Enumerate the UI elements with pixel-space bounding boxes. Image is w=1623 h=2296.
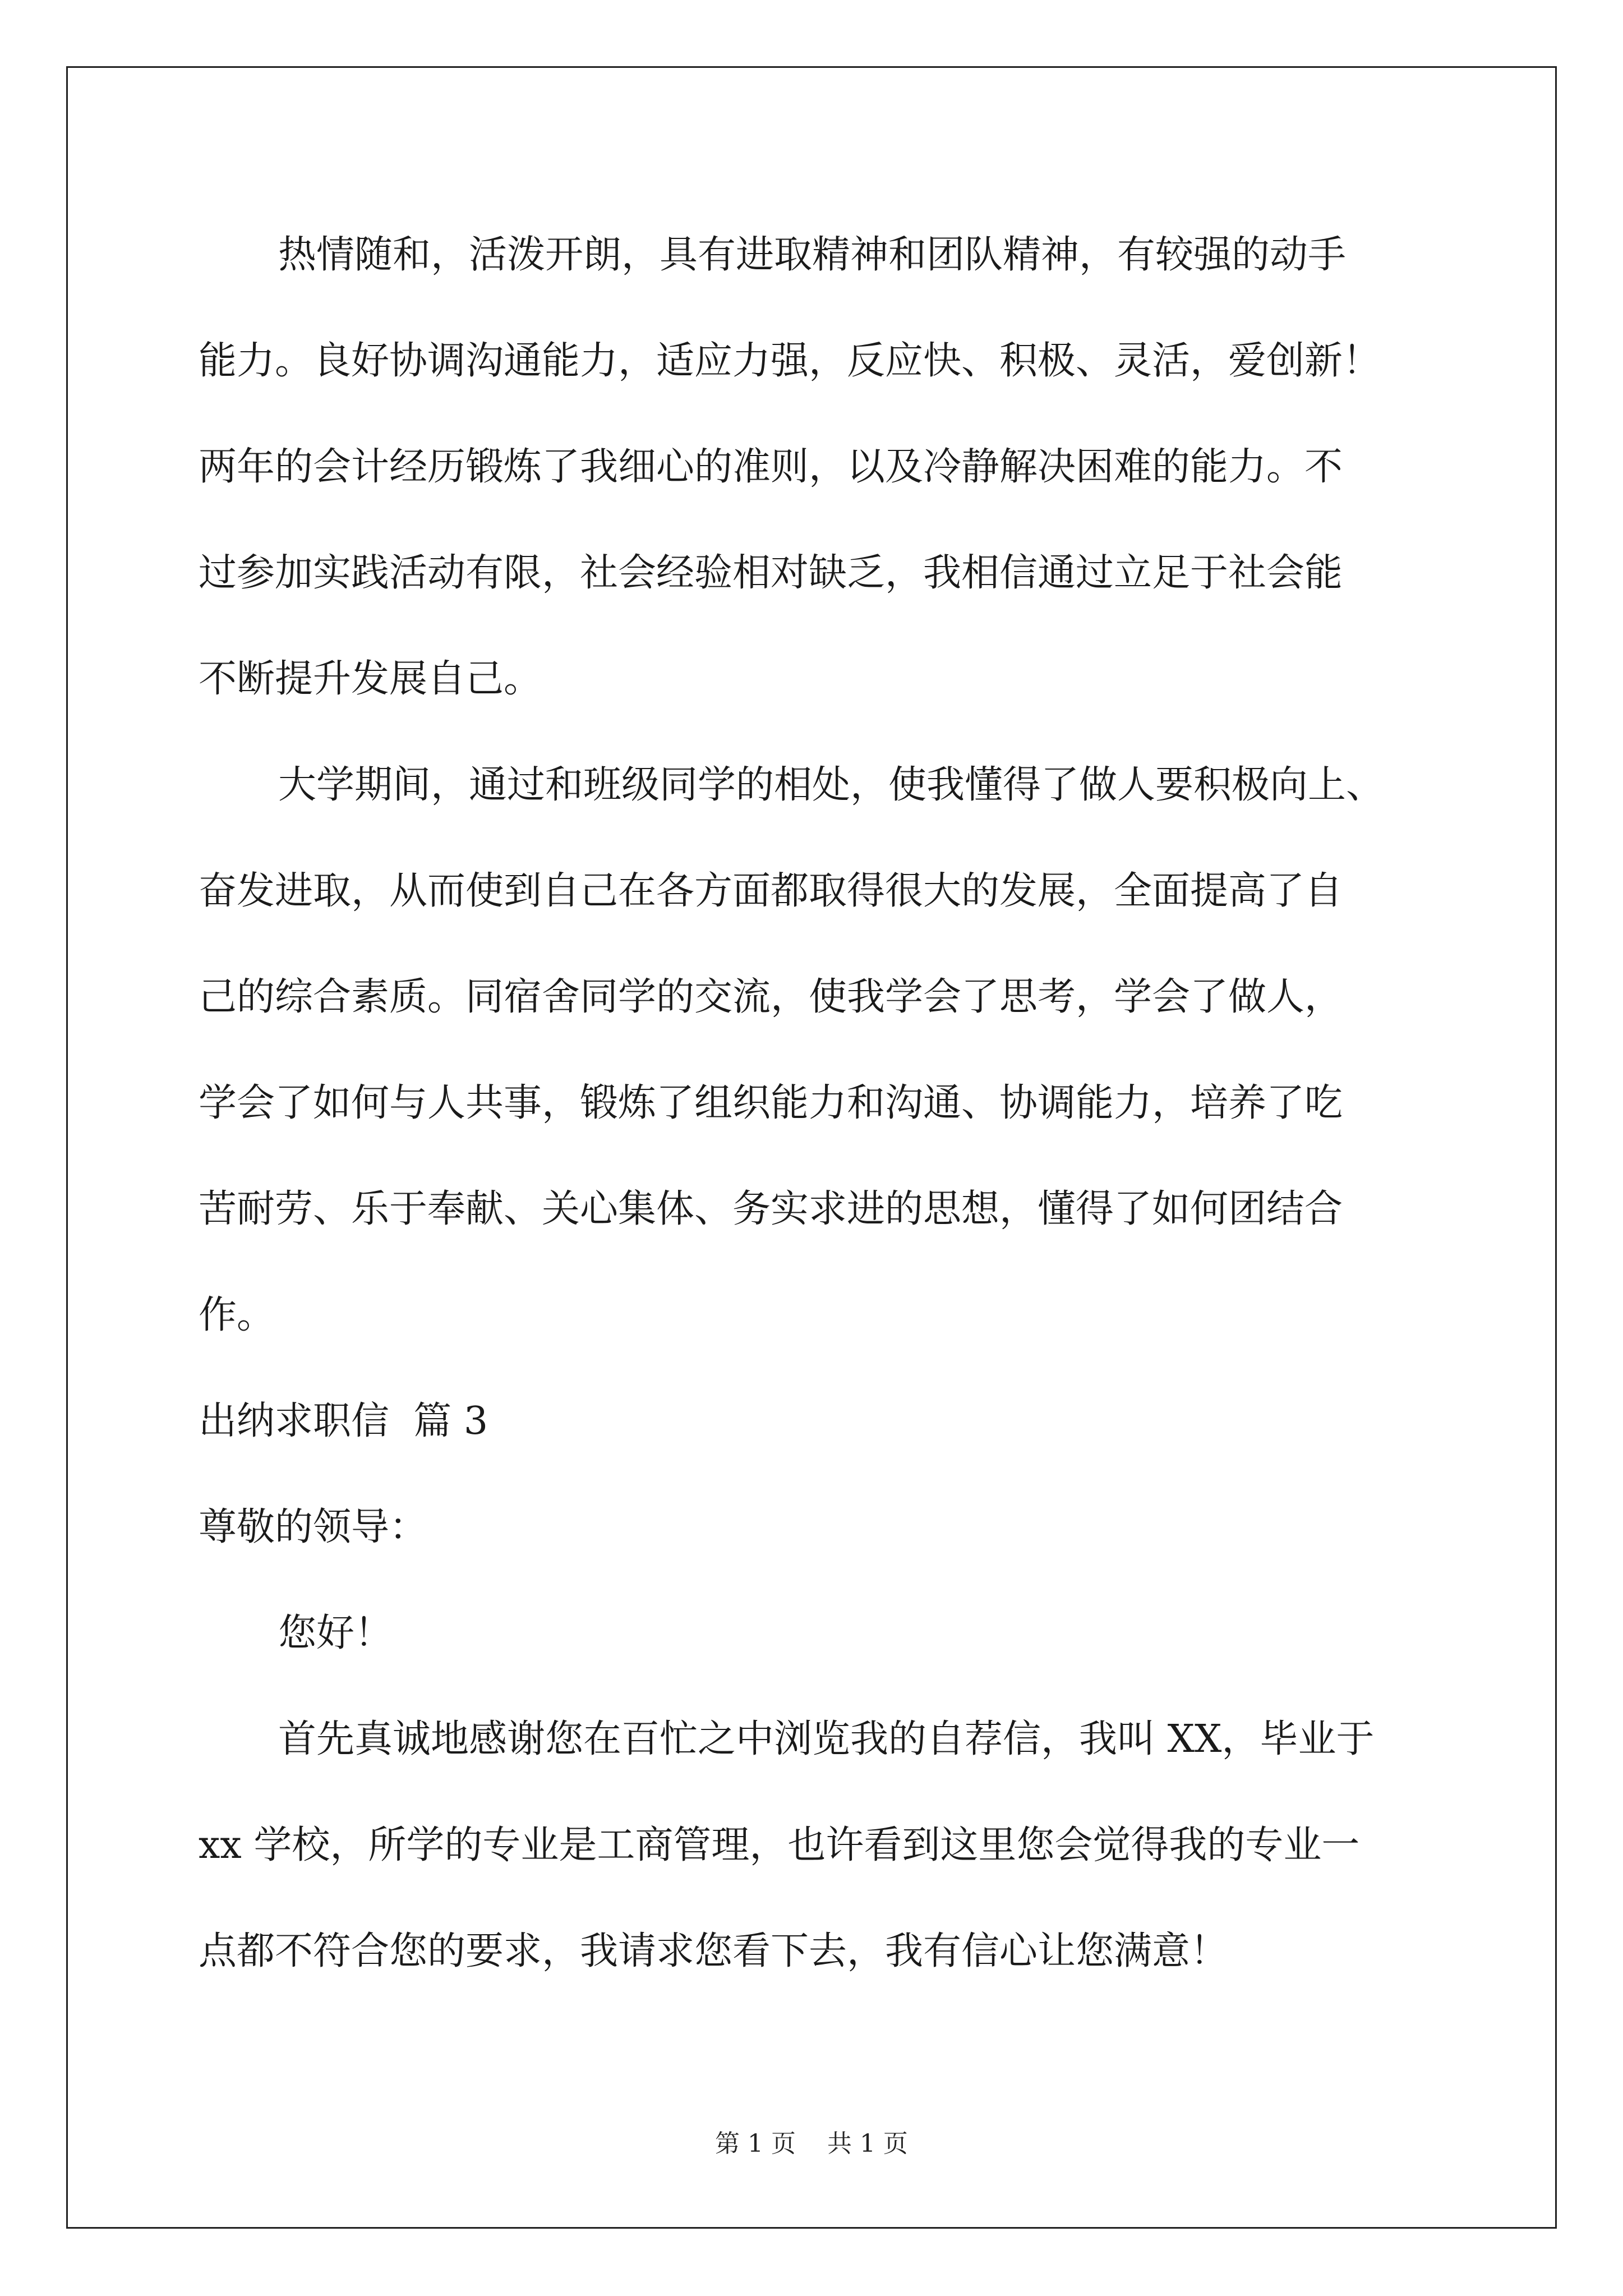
document-body xyxy=(199,202,1432,2004)
page-footer: 第 1 页 共 1 页 xyxy=(715,2129,908,2158)
text-line: xx 学校，所学的专业是工商管理，也许看到这里您会觉得我的专业一 xyxy=(199,1823,1360,1867)
text-line: 两年的会计经历锻炼了我细心的准则，以及冷静解决困难的能力。不 xyxy=(199,445,1343,489)
text-line: 奋发进取，从而使到自己在各方面都取得很大的发展，全面提高了自 xyxy=(199,869,1343,913)
text-line: 己的综合素质。同宿舍同学的交流，使我学会了思考，学会了做人， xyxy=(199,975,1343,1019)
text-line: 大学期间，通过和班级同学的相处，使我懂得了做人要积极向上、 xyxy=(278,763,1385,807)
text-line: 学会了如何与人共事，锻炼了组织能力和沟通、协调能力，培养了吃 xyxy=(199,1081,1343,1125)
paragraph-university xyxy=(199,732,1432,1368)
text-line: 作。 xyxy=(199,1293,275,1337)
salutation: 尊敬的领导： xyxy=(199,1505,428,1549)
section-title: 出纳求职信 篇 3 xyxy=(199,1399,488,1443)
text-line: 热情随和，活泼开朗，具有进取精神和团队精神，有较强的动手 xyxy=(278,233,1347,277)
text-line: 过参加实践活动有限，社会经验相对缺乏，我相信通过立足于社会能 xyxy=(199,551,1343,595)
text-line: 能力。良好协调沟通能力，适应力强，反应快、积极、灵活，爱创新！ xyxy=(199,339,1381,383)
greeting: 您好！ xyxy=(278,1611,393,1655)
text-line: 点都不符合您的要求，我请求您看下去，我有信心让您满意！ xyxy=(199,1929,1229,1973)
paragraph-intro xyxy=(199,202,1432,732)
text-line: 苦耐劳、乐于奉献、关心集体、务实求进的思想，懂得了如何团结合 xyxy=(199,1187,1343,1231)
paragraph-letter xyxy=(199,1686,1432,2004)
text-line: 首先真诚地感谢您在百忙之中浏览我的自荐信，我叫 XX，毕业于 xyxy=(278,1717,1375,1761)
text-line: 不断提升发展自己。 xyxy=(199,657,542,701)
